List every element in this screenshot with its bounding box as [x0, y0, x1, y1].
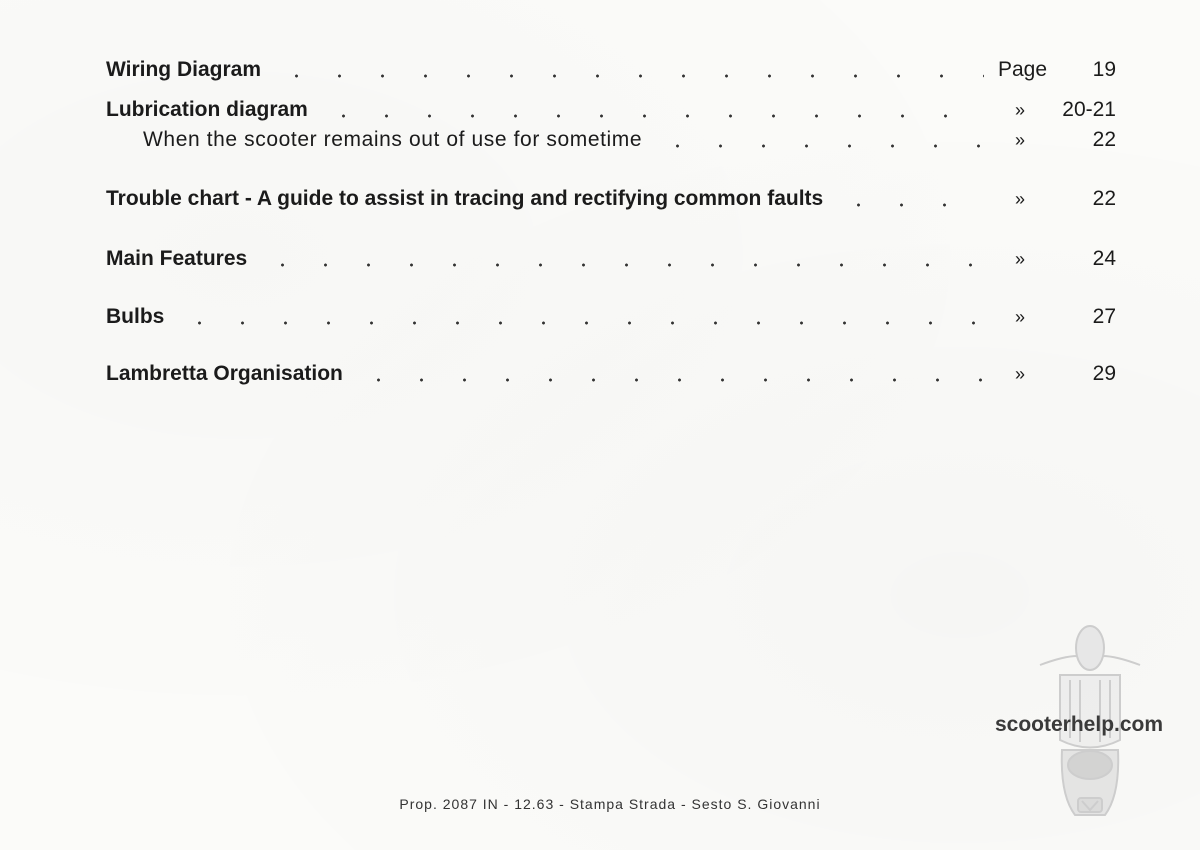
ditto-marker: » [1014, 248, 1025, 269]
ditto-marker: » [1014, 129, 1025, 150]
toc-entry-bulbs [106, 302, 1116, 332]
toc-entry-title: When the scooter remains out of use for sometime [143, 128, 643, 151]
dot-leader [178, 305, 984, 329]
toc-entry-lubrication-diagram [106, 95, 1116, 125]
page-number: 29 [1092, 362, 1116, 385]
toc-entry-out-of-use [143, 125, 1116, 155]
toc-entry-wiring-diagram [106, 55, 1116, 85]
watermark-text: scooterhelp.com [995, 713, 1164, 736]
ditto-marker: » [1014, 99, 1025, 120]
toc-entry-title: Wiring Diagram [106, 58, 261, 81]
page-number: 20-21 [1062, 98, 1116, 121]
dot-leader [322, 98, 984, 122]
toc-entry-main-features [106, 244, 1116, 274]
toc-entry-title: Lambretta Organisation [106, 362, 343, 385]
dot-leader [261, 247, 984, 271]
ditto-marker: » [1014, 363, 1025, 384]
dot-leader [275, 58, 984, 82]
page-number: 24 [1092, 247, 1116, 270]
dot-leader [656, 128, 984, 152]
toc-entry-title: Bulbs [106, 305, 165, 328]
ditto-marker: » [1014, 188, 1025, 209]
toc-entry-title: Trouble chart - A guide to assist in tracing and rectifying common faults [106, 187, 824, 210]
ditto-marker: » [1014, 306, 1025, 327]
page-number: 27 [1092, 305, 1116, 328]
page-number: 22 [1092, 128, 1116, 151]
toc-entry-lambretta-organisation [106, 359, 1116, 389]
dot-leader [837, 187, 984, 211]
page-number: 22 [1092, 187, 1116, 210]
dot-leader [357, 362, 984, 386]
toc-entry-trouble-chart [106, 184, 1116, 214]
toc-entry-title: Main Features [106, 247, 248, 270]
page-number: 19 [1092, 58, 1116, 81]
print-imprint: Prop. 2087 IN - 12.63 - Stampa Strada - Sesto S. Giovanni [399, 796, 821, 812]
toc-entry-title: Lubrication diagram [106, 98, 308, 121]
page-label: Page [998, 58, 1048, 81]
